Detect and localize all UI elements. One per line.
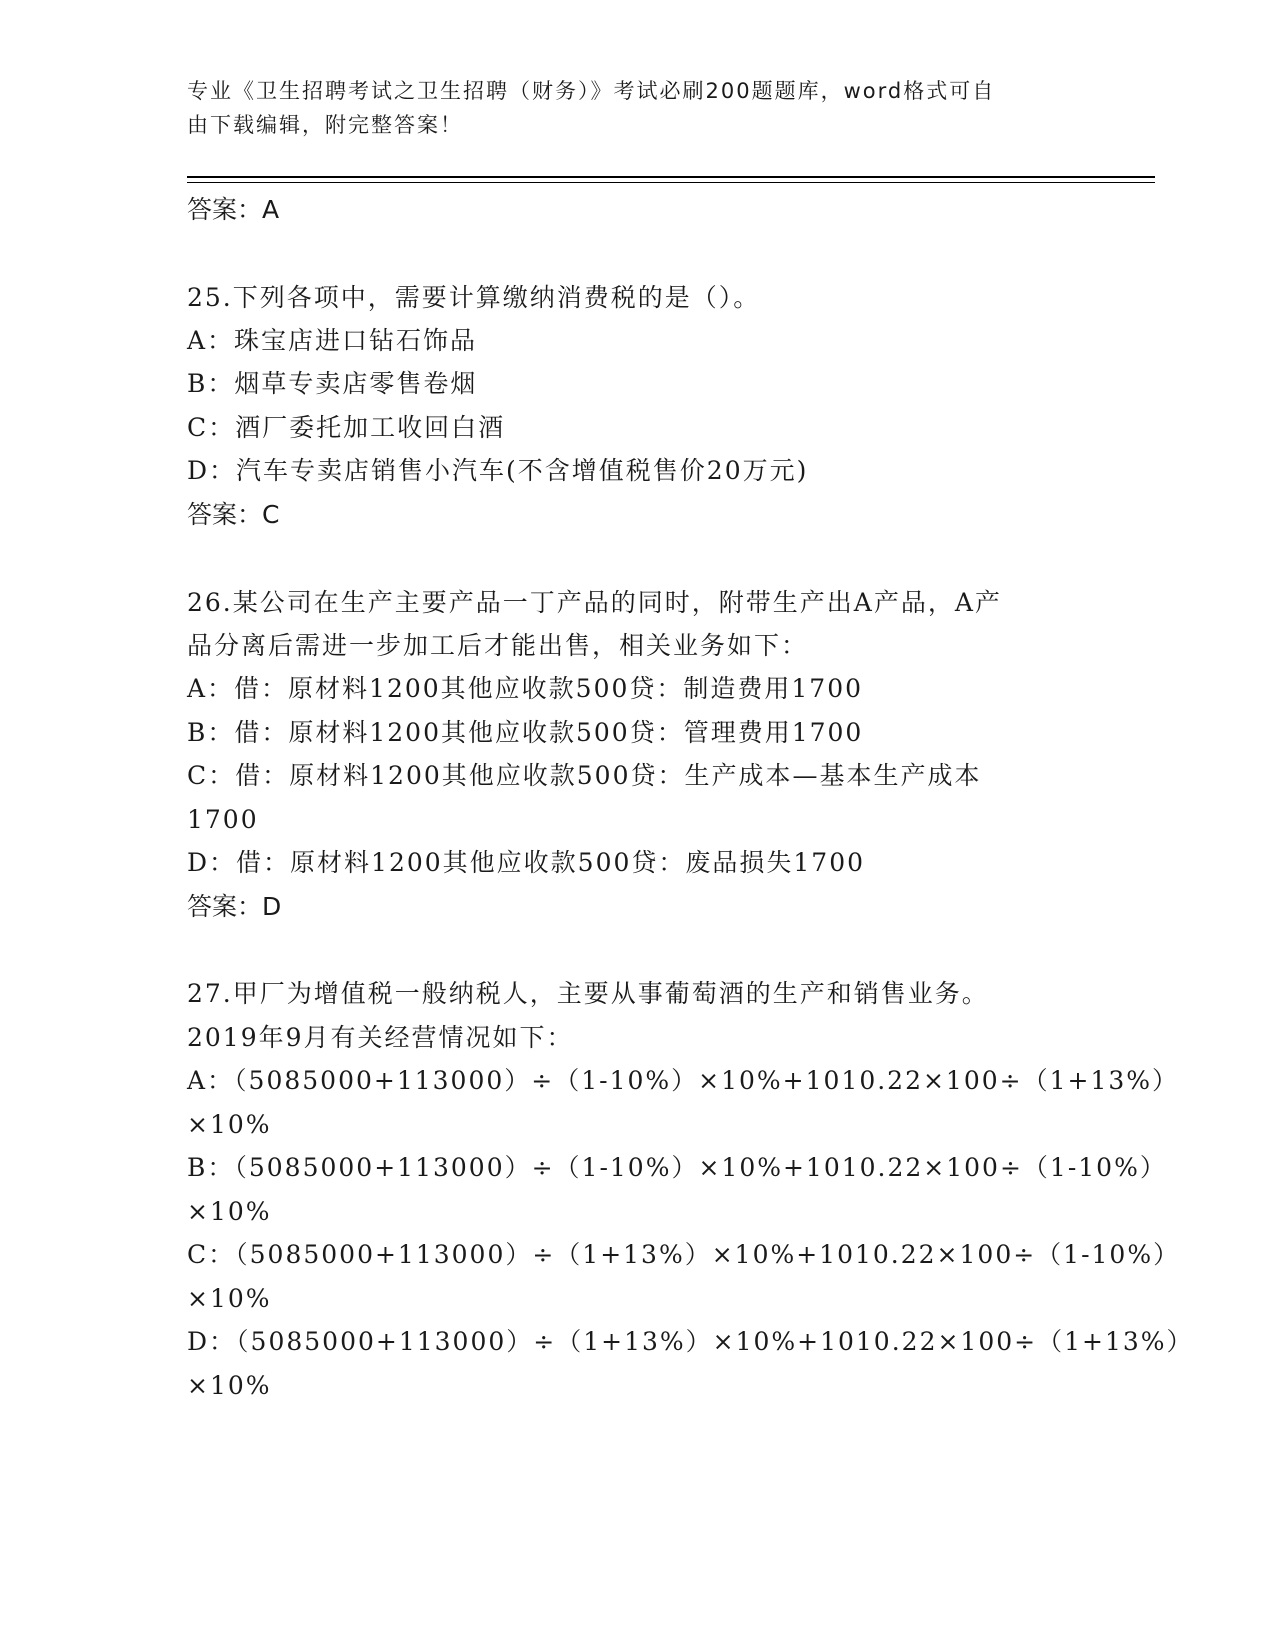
header-line-1: 专业《卫生招聘考试之卫生招聘（财务）》考试必刷200题题库，word格式可自 [187,79,996,103]
q27-option-b-line-2: ×10% [187,1197,272,1226]
q27-option-a-line-1: A：（5085000+113000）÷（1-10%）×10%+1010.22×100÷（1+13%） [187,1066,1180,1095]
q26-option-a: A：借：原材料1200其他应收款500贷：制造费用1700 [187,674,864,703]
q26-stem-line-1: 26.某公司在生产主要产品一丁产品的同时，附带生产出A产品，A产 [187,588,1002,617]
q27-option-d-line-2: ×10% [187,1371,272,1400]
q26-option-c-line-1: C：借：原材料1200其他应收款500贷：生产成本—基本生产成本 [187,761,982,790]
q27-option-c-line-2: ×10% [187,1284,272,1313]
q27-stem-line-2: 2019年9月有关经营情况如下： [187,1023,574,1052]
q27-option-b-line-1: B：（5085000+113000）÷（1-10%）×10%+1010.22×100÷（1-10%） [187,1153,1167,1182]
document-header [187,74,1067,142]
header-line-2: 由下载编辑，附完整答案！ [187,113,463,137]
q25-option-b: B：烟草专卖店零售卷烟 [187,369,478,398]
header-divider-thick [187,176,1155,178]
q25-option-c: C：酒厂委托加工收回白酒 [187,413,506,442]
answer-prev: 答案：A [187,195,280,224]
q25-stem: 25.下列各项中，需要计算缴纳消费税的是（）。 [187,283,761,312]
q25-option-d: D：汽车专卖店销售小汽车(不含增值税售价20万元) [187,456,809,485]
q27-stem-line-1: 27.甲厂为增值税一般纳税人，主要从事葡萄酒的生产和销售业务。 [187,979,989,1008]
q26-stem-line-2: 品分离后需进一步加工后才能出售，相关业务如下： [187,631,809,660]
q25-option-a: A：珠宝店进口钻石饰品 [187,326,478,355]
q27-option-d-line-1: D：（5085000+113000）÷（1+13%）×10%+1010.22×100÷（1+13%） [187,1327,1194,1356]
q27-option-c-line-1: C：（5085000+113000）÷（1+13%）×10%+1010.22×100÷（1-10%） [187,1240,1181,1269]
header-divider-thin [187,182,1155,183]
q25-answer: 答案：C [187,500,280,529]
q27-option-a-line-2: ×10% [187,1110,272,1139]
q26-option-c-line-2: 1700 [187,805,259,834]
q26-answer: 答案：D [187,892,282,921]
q26-option-d: D：借：原材料1200其他应收款500贷：废品损失1700 [187,848,866,877]
q26-option-b: B：借：原材料1200其他应收款500贷：管理费用1700 [187,718,864,747]
